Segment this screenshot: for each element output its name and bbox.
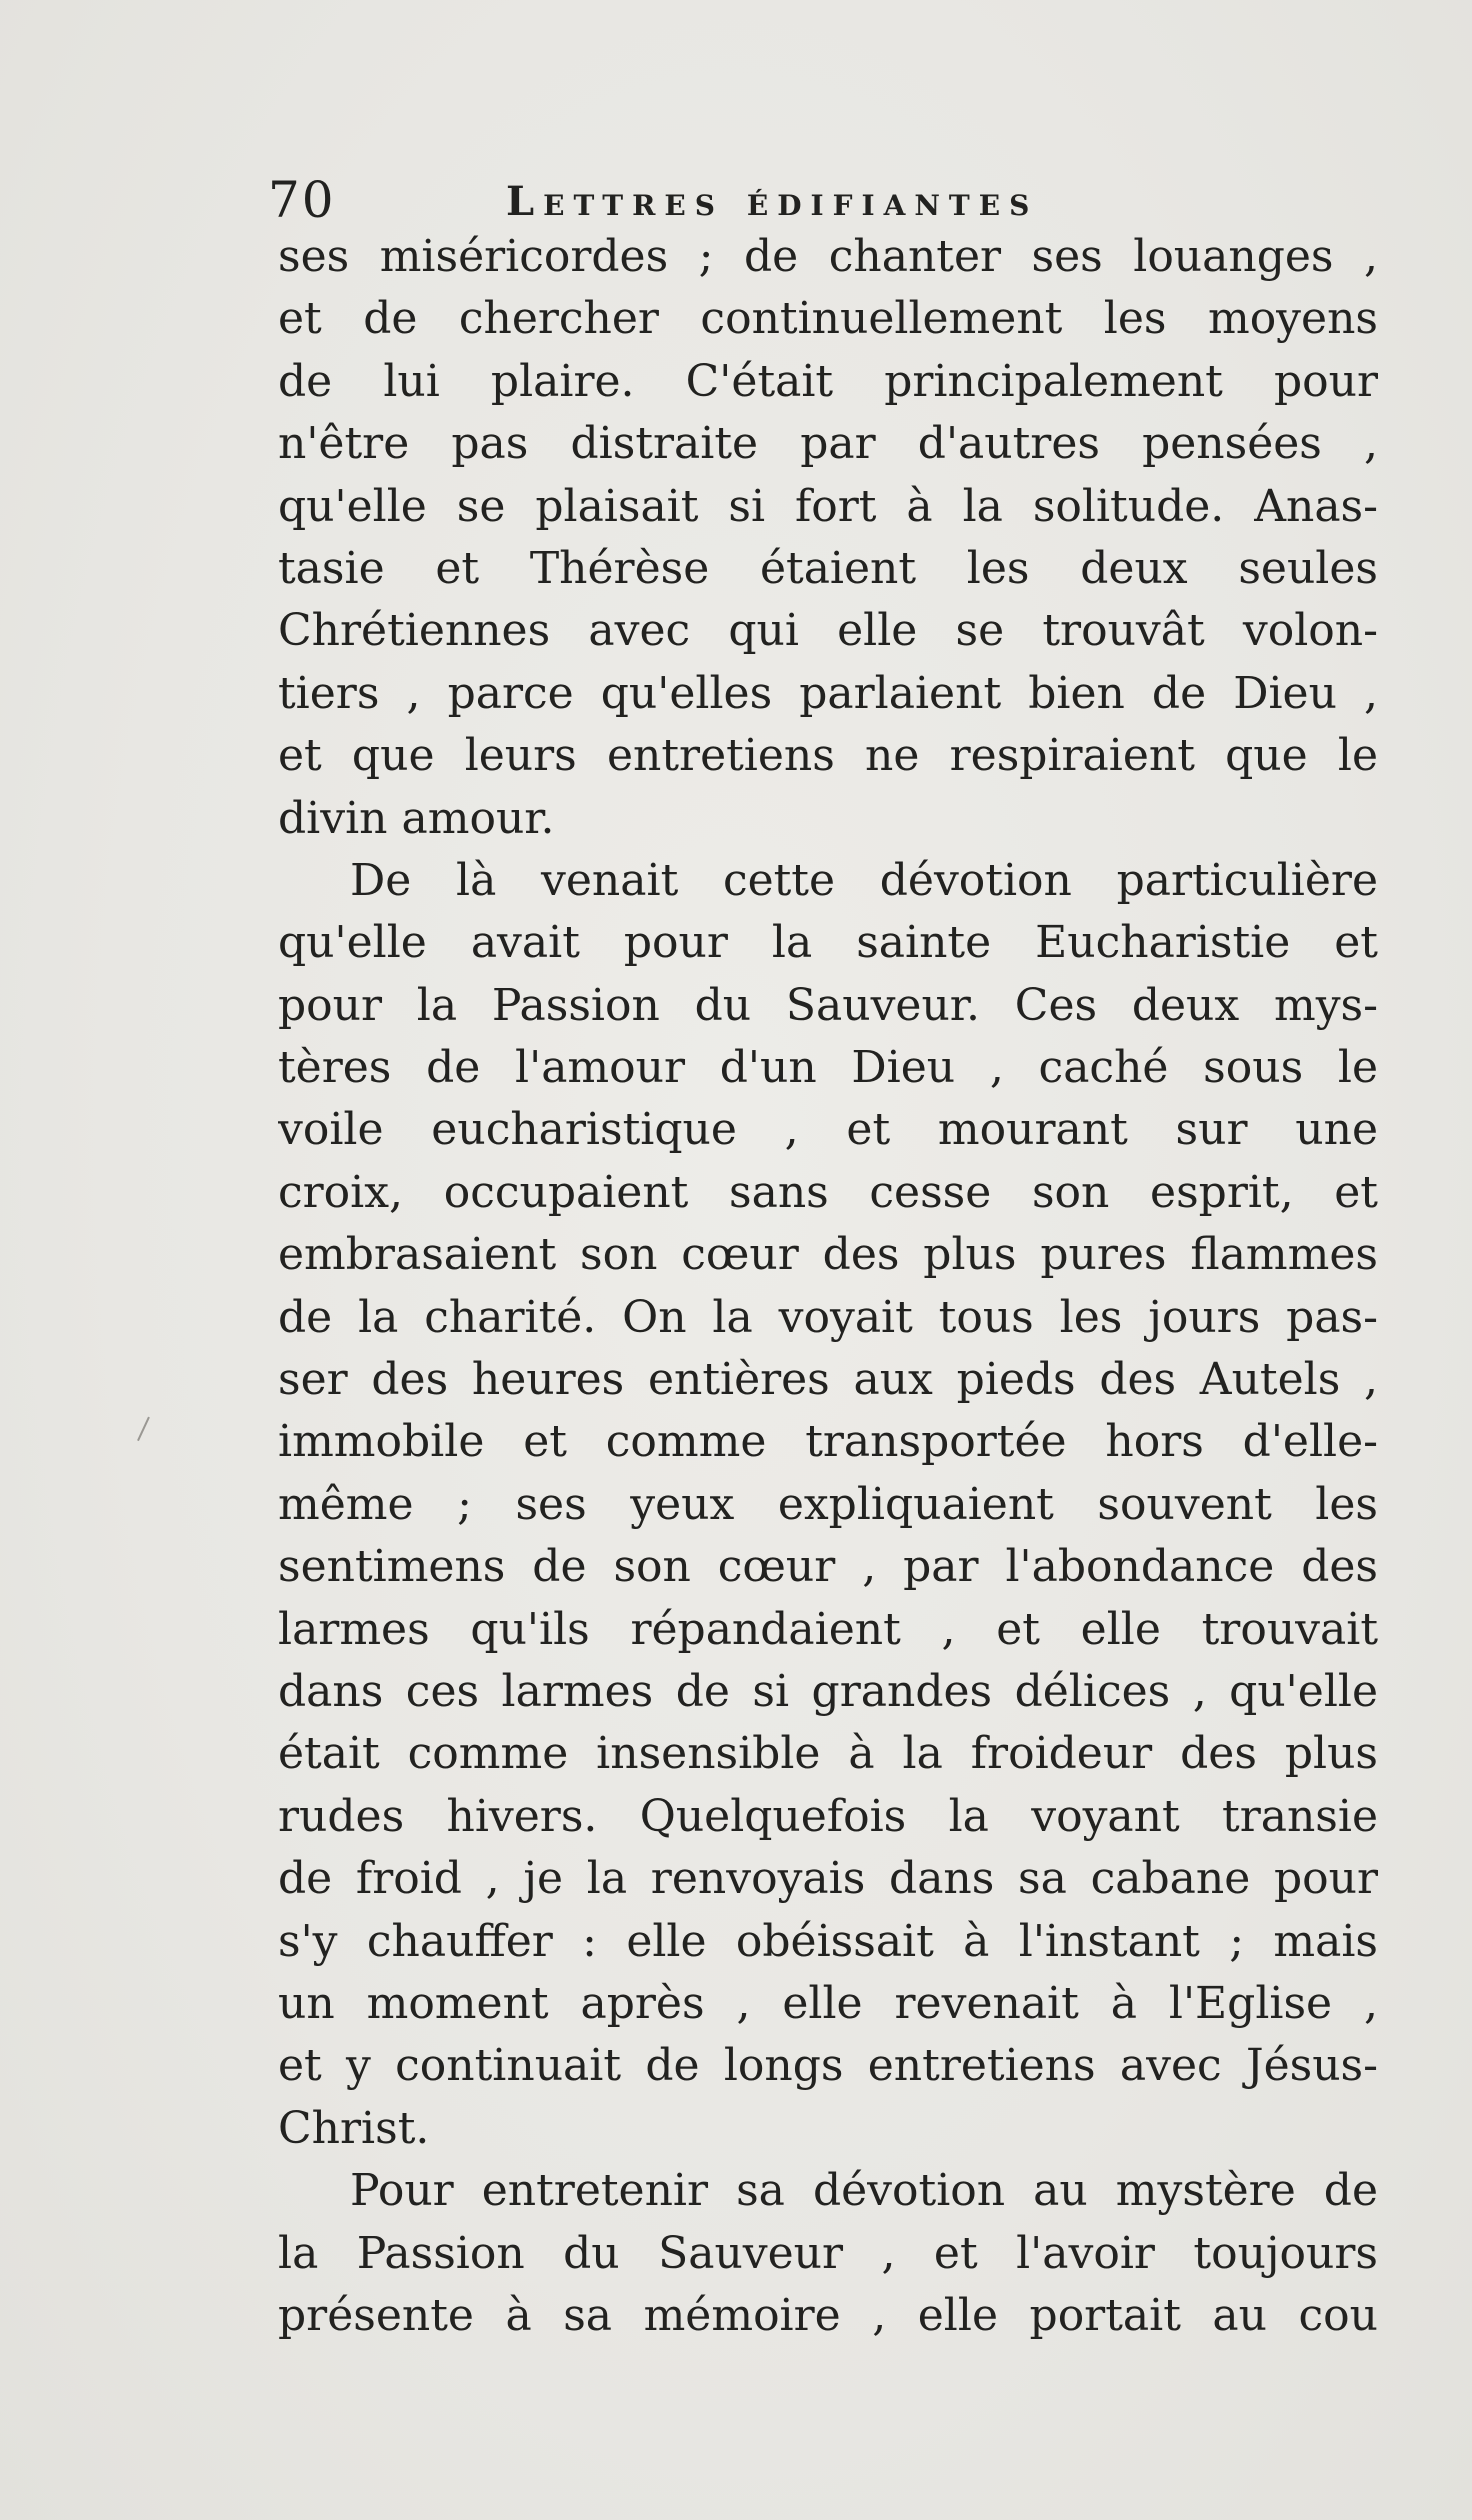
page-number: 70 (268, 171, 336, 229)
text-line: larmes qu'ils répandaient , et elle trouvait (278, 1603, 1378, 1655)
text-line: et de chercher continuellement les moyens (278, 293, 1378, 345)
text-line: pour la Passion du Sauveur. Ces deux mys- (278, 979, 1378, 1031)
text-line: et que leurs entretiens ne respiraient que le (278, 730, 1378, 782)
text-line: de la charité. On la voyait tous les jours pas- (278, 1291, 1378, 1343)
text-line: de froid , je la renvoyais dans sa cabane pour (278, 1853, 1378, 1905)
text-line: Pour entretenir sa dévotion au mystère de (350, 2165, 1378, 2217)
text-line: présente à sa mémoire , elle portait au cou (278, 2289, 1378, 2341)
text-line: était comme insensible à la froideur des plus (278, 1728, 1378, 1780)
text-line: De là venait cette dévotion particulière (350, 854, 1378, 906)
text-line: dans ces larmes de si grandes délices , qu'elle (278, 1665, 1378, 1717)
text-line: sentimens de son cœur , par l'abondance des (278, 1541, 1378, 1593)
text-line: divin amour. (278, 792, 555, 844)
text-line: immobile et comme transportée hors d'elle- (278, 1416, 1378, 1468)
text-line: qu'elle avait pour la sainte Eucharistie et (278, 917, 1378, 969)
text-line: ses miséricordes ; de chanter ses louanges , (278, 231, 1378, 282)
text-line: voile eucharistique , et mourant sur une (278, 1104, 1378, 1156)
running-title: Lettres édifiantes (506, 178, 1039, 225)
text-line: Christ. (278, 2102, 430, 2154)
text-line: un moment après , elle revenait à l'Eglise , (278, 1977, 1378, 2029)
body-text (278, 226, 1378, 2347)
text-line: tasie et Thérèse étaient les deux seules (278, 542, 1378, 594)
text-line: tiers , parce qu'elles parlaient bien de Dieu , (278, 667, 1378, 719)
text-line: embrasaient son cœur des plus pures flammes (278, 1229, 1378, 1281)
text-line: même ; ses yeux expliquaient souvent les (278, 1478, 1378, 1530)
text-line: tères de l'amour d'un Dieu , caché sous le (278, 1042, 1378, 1094)
text-line: ser des heures entières aux pieds des Autels , (278, 1354, 1378, 1406)
text-line: Chrétiennes avec qui elle se trouvât volon- (278, 605, 1378, 657)
page-header (268, 168, 1368, 232)
text-line: de lui plaire. C'était principalement pour (278, 355, 1378, 407)
margin-mark (137, 1417, 159, 1446)
text-line: s'y chauffer : elle obéissait à l'instant ; mais (278, 1915, 1378, 1967)
text-line: et y continuait de longs entretiens avec Jésus- (278, 2040, 1378, 2092)
text-line: croix, occupaient sans cesse son esprit, et (278, 1166, 1378, 1218)
text-line: qu'elle se plaisait si fort à la solitude. Anas- (278, 480, 1378, 532)
text-line: rudes hivers. Quelquefois la voyant transie (278, 1790, 1378, 1842)
text-line: n'être pas distraite par d'autres pensées , (278, 418, 1378, 470)
text-line: la Passion du Sauveur , et l'avoir toujours (278, 2227, 1378, 2279)
